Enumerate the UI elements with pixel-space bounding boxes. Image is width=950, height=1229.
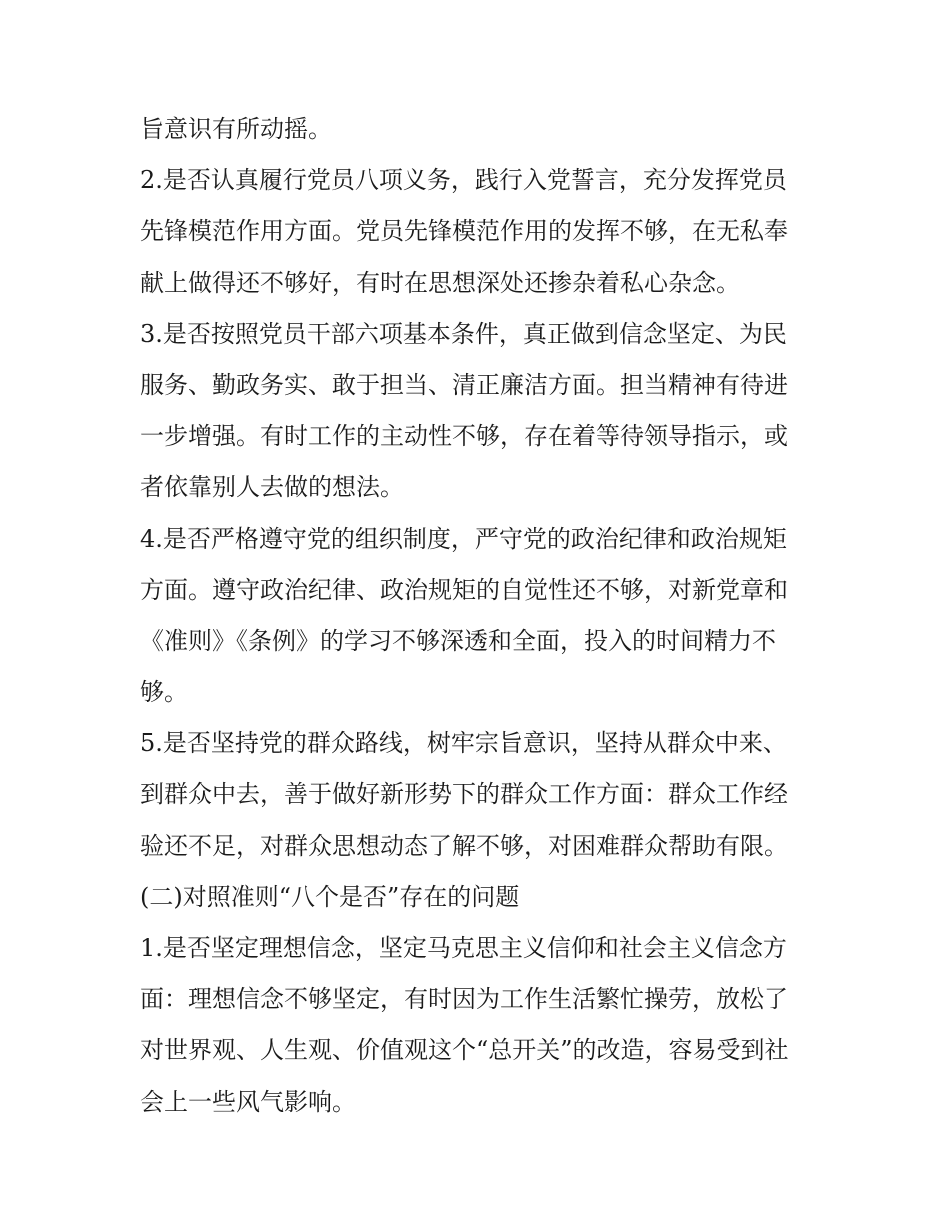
text-line: 一步增强。有时工作的主动性不够，存在着等待领导指示，或 [140, 422, 788, 451]
text-line: 方面。遵守政治纪律、政治规矩的自觉性还不够，对新党章和 [140, 575, 788, 604]
text-line: 5.是否坚持党的群众路线，树牢宗旨意识，坚持从群众中来、 [140, 729, 787, 758]
document-body [140, 104, 820, 1128]
text-line: 对世界观、人生观、价值观这个“总开关”的改造，容易受到社 [140, 1036, 789, 1065]
text-line: 验还不足，对群众思想动态了解不够，对困难群众帮助有限。 [140, 831, 788, 860]
text-line: 会上一些风气影响。 [140, 1087, 356, 1116]
text-line: 3.是否按照党员干部六项基本条件，真正做到信念坚定、为民 [140, 319, 787, 348]
text-line: 4.是否严格遵守党的组织制度，严守党的政治纪律和政治规矩 [140, 524, 787, 553]
text-line: 1.是否坚定理想信念，坚定马克思主义信仰和社会主义信念方 [140, 934, 787, 962]
text-line: 先锋模范作用方面。党员先锋模范作用的发挥不够，在无私奉 [140, 217, 788, 246]
text-line: 《准则》《条例》的学习不够深透和全面，投入的时间精力不 [140, 626, 776, 655]
text-line: 者依靠别人去做的想法。 [140, 473, 404, 502]
text-line: 旨意识有所动摇。 [140, 115, 332, 143]
text-line: 2.是否认真履行党员八项义务，践行入党誓言，充分发挥党员 [140, 166, 787, 195]
section-heading: (二)对照准则“八个是否”存在的问题 [140, 882, 520, 911]
text-line: 够。 [140, 678, 188, 707]
text-line: 服务、勤政务实、敢于担当、清正廉洁方面。担当精神有待进 [140, 370, 788, 399]
text-line: 面：理想信念不够坚定，有时因为工作生活繁忙操劳，放松了 [140, 985, 788, 1014]
text-line: 到群众中去，善于做好新形势下的群众工作方面：群众工作经 [140, 780, 788, 809]
text-line: 献上做得还不够好，有时在思想深处还掺杂着私心杂念。 [140, 268, 740, 297]
